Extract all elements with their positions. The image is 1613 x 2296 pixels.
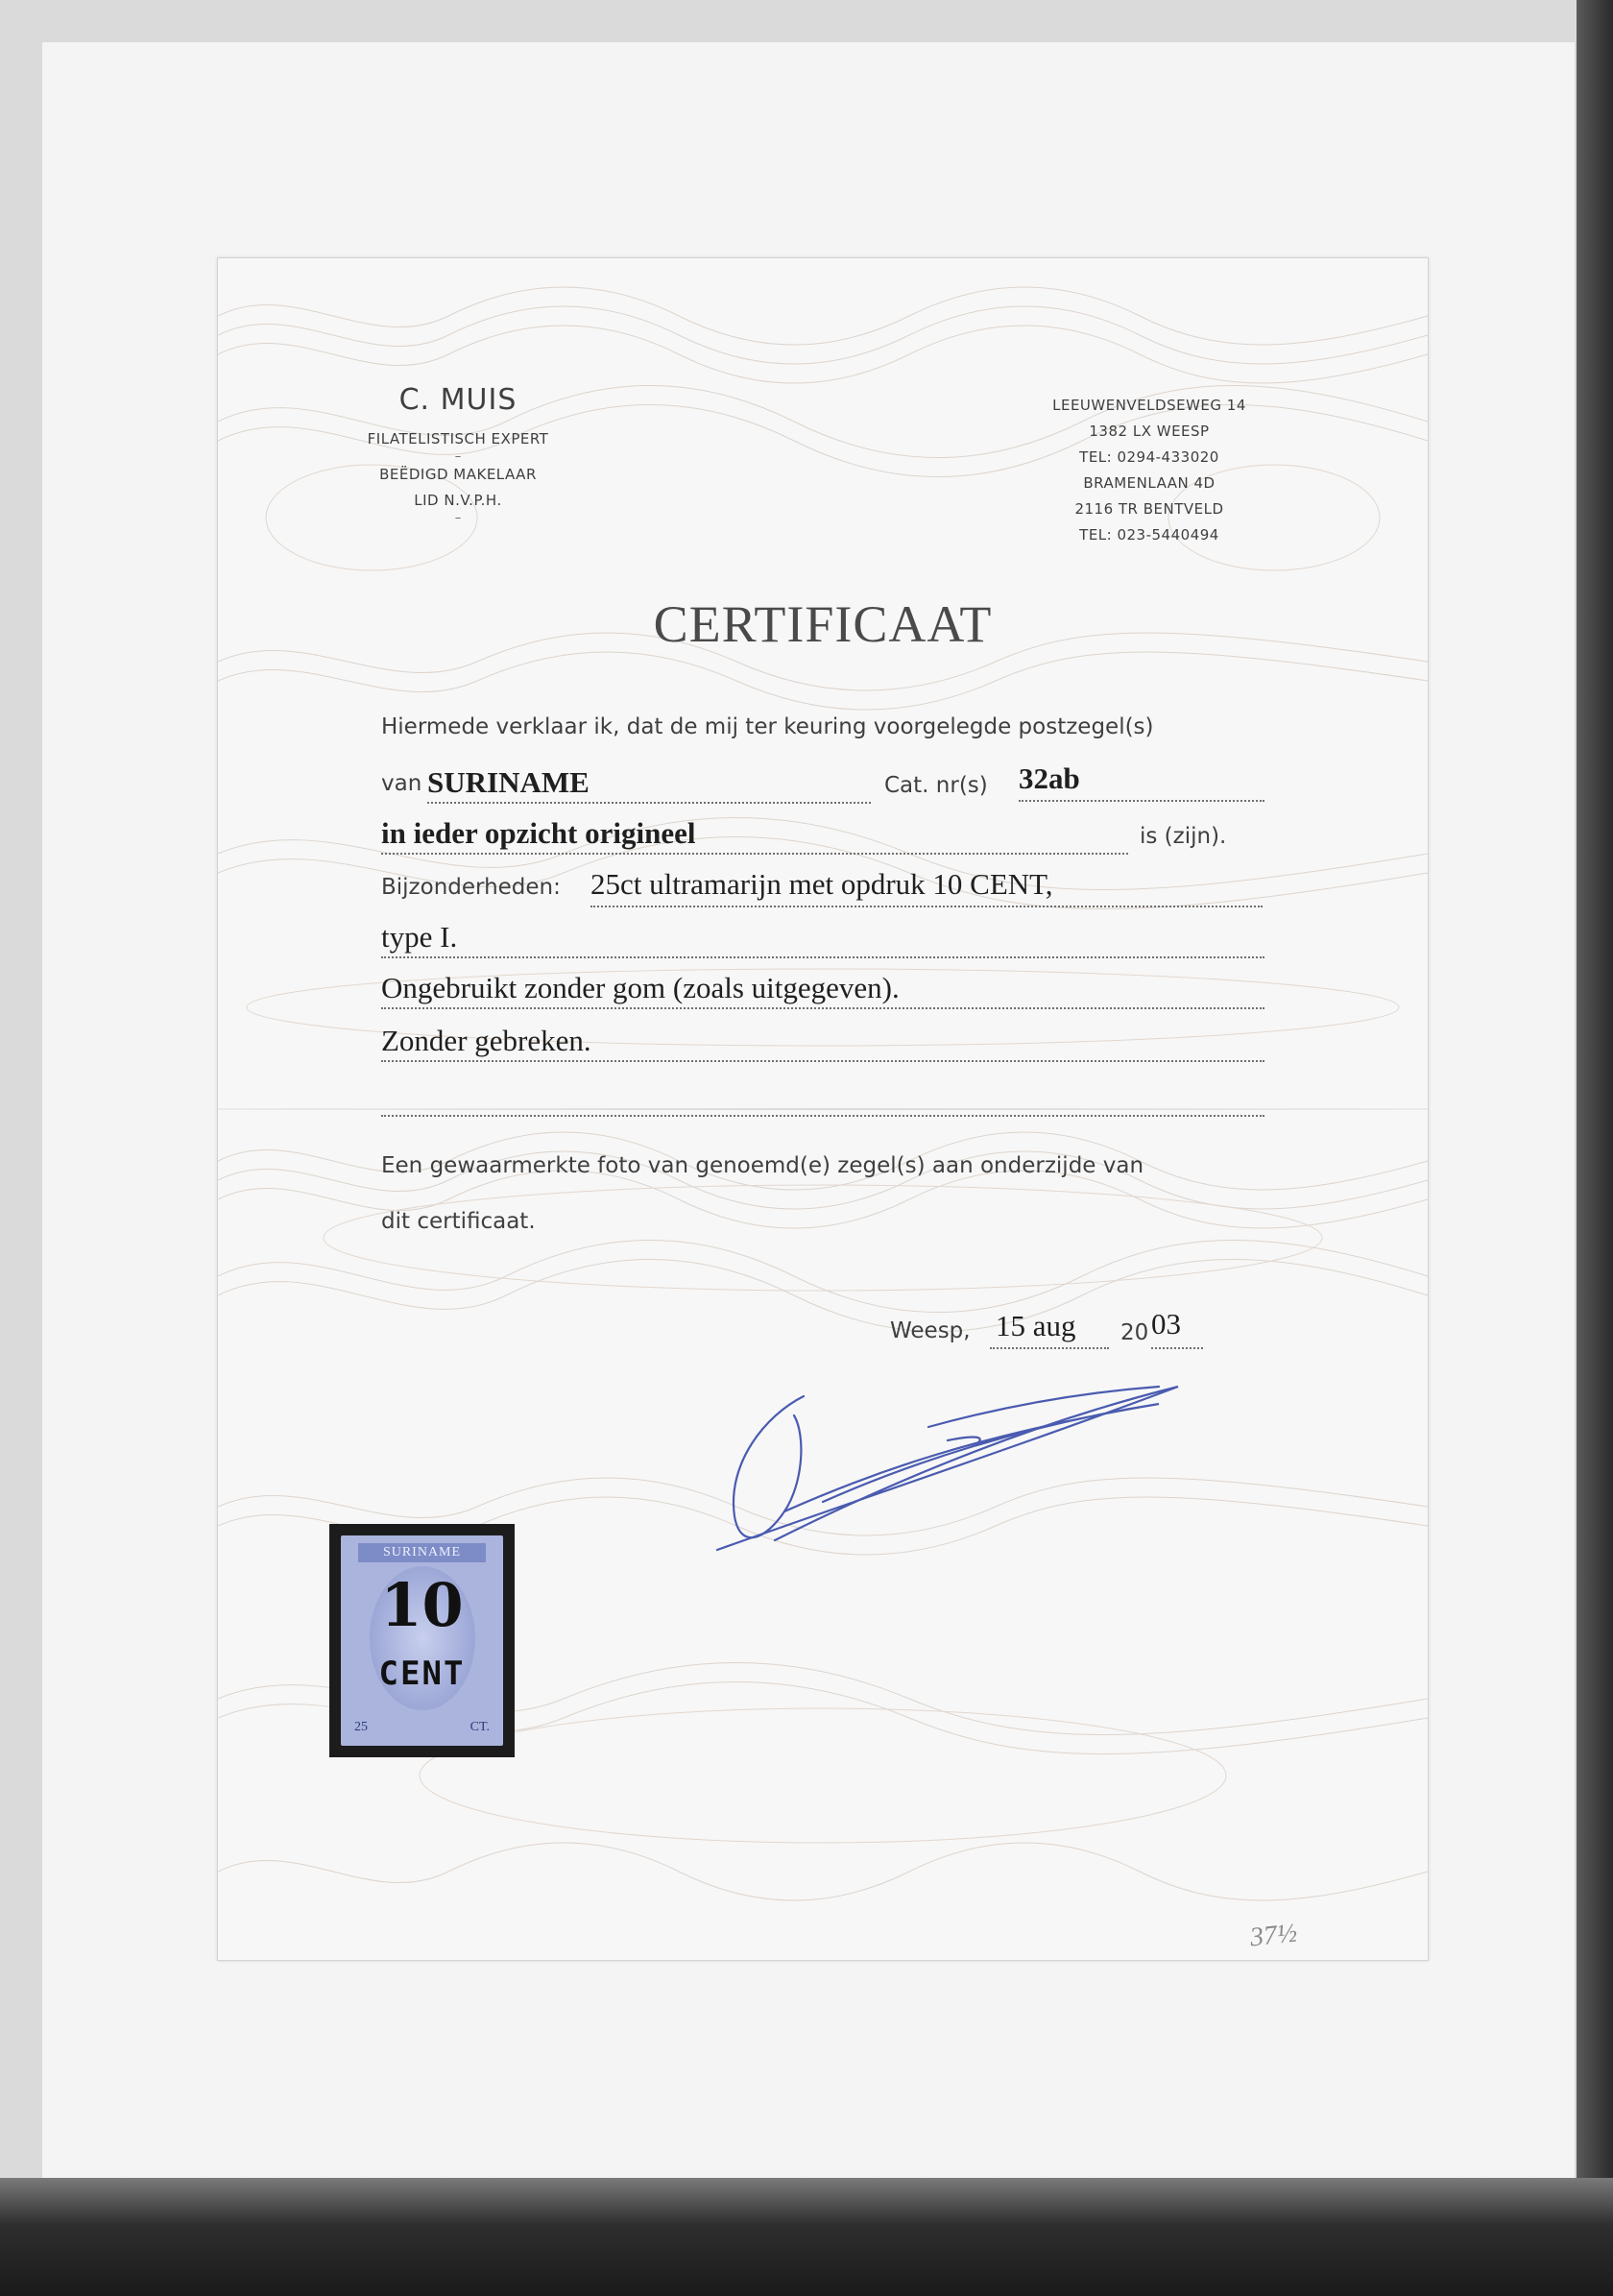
separator: – — [454, 511, 462, 525]
stamp-photo — [329, 1524, 515, 1757]
expert-name: C. MUIS — [398, 383, 518, 417]
stamp — [341, 1535, 503, 1746]
dotted-line — [1019, 800, 1264, 802]
verdict-value: in ieder opzicht origineel — [381, 816, 696, 850]
details-value-1: 25ct ultramarijn met opdruk 10 CENT, — [590, 867, 1053, 901]
address-line: BRAMENLAAN 4D — [1083, 474, 1216, 492]
page-edge-bottom — [0, 2178, 1613, 2296]
photo-note-row-1 — [381, 1153, 1264, 1192]
intro-text: Hiermede verklaar ik, dat de mij ter keuring voorgelegde postzegel(s) — [381, 714, 1154, 739]
stamp-country: SURINAME — [358, 1543, 486, 1562]
page-edge-right — [1577, 0, 1613, 2296]
address-line: 2116 TR BENTVELD — [1074, 500, 1224, 518]
details-row-1 — [381, 867, 1264, 911]
address-line: TEL: 0294-433020 — [1079, 448, 1219, 466]
date-row — [890, 1307, 1274, 1353]
photo-note-row-2 — [381, 1209, 1264, 1247]
intro-row — [381, 714, 1264, 753]
place-label: Weesp, — [890, 1318, 971, 1343]
details-row-4 — [381, 1024, 1264, 1070]
certificate-title: CERTIFICAAT — [653, 595, 993, 653]
address-line: 1382 LX WEESP — [1089, 423, 1210, 440]
date-year: 03 — [1151, 1307, 1181, 1341]
stamp-overprint-unit: CENT — [378, 1655, 466, 1693]
expert-membership: LID N.V.P.H. — [414, 492, 502, 509]
photo-note-line-2: dit certificaat. — [381, 1209, 536, 1234]
cat-number-value: 32ab — [1019, 761, 1080, 795]
date-century: 20 — [1120, 1320, 1149, 1345]
dotted-line — [381, 853, 1128, 855]
expert-title: FILATELISTISCH EXPERT — [367, 430, 549, 447]
expert-address — [1034, 393, 1264, 548]
expert-broker: BEËDIGD MAKELAAR — [379, 466, 537, 483]
dotted-line — [381, 1060, 1264, 1062]
country-value: SURINAME — [427, 765, 590, 799]
address-line: LEEUWENVELDSEWEG 14 — [1052, 397, 1246, 414]
pencil-price-note: 37½ — [1248, 1918, 1299, 1953]
dotted-line — [990, 1347, 1109, 1349]
photo-note-line-1: Een gewaarmerkte foto van genoemd(e) zegel(s) aan onderzijde van — [381, 1153, 1144, 1178]
dotted-line — [1151, 1347, 1203, 1349]
separator: – — [454, 449, 462, 464]
cat-label: Cat. nr(s) — [884, 773, 988, 798]
details-label: Bijzonderheden: — [381, 875, 561, 900]
dotted-line — [590, 906, 1263, 907]
verdict-row — [381, 816, 1264, 858]
dotted-line — [427, 802, 871, 804]
expert-info — [352, 383, 564, 523]
signature — [660, 1358, 1197, 1569]
details-value-2: type I. — [381, 920, 458, 954]
certificate — [217, 257, 1429, 1961]
is-label: is (zijn). — [1140, 824, 1227, 849]
details-row-5 — [381, 1084, 1264, 1123]
address-line: TEL: 023-5440494 — [1079, 526, 1219, 544]
dotted-line — [381, 1007, 1264, 1009]
details-value-3: Ongebruikt zonder gom (zoals uitgegeven). — [381, 971, 900, 1004]
date-day-month: 15 aug — [996, 1309, 1076, 1342]
details-row-3 — [381, 971, 1264, 1017]
stamp-overprint-value: 10 — [380, 1570, 464, 1640]
stamp-face-unit: CT. — [469, 1720, 490, 1734]
van-label: van — [381, 771, 422, 796]
stamp-face-number: 25 — [354, 1720, 368, 1734]
details-row-2 — [381, 920, 1264, 964]
dotted-line — [381, 1115, 1264, 1117]
stamp-face-value — [354, 1720, 490, 1735]
dotted-line — [381, 956, 1264, 958]
details-value-4: Zonder gebreken. — [381, 1024, 591, 1057]
country-row — [381, 761, 1264, 806]
